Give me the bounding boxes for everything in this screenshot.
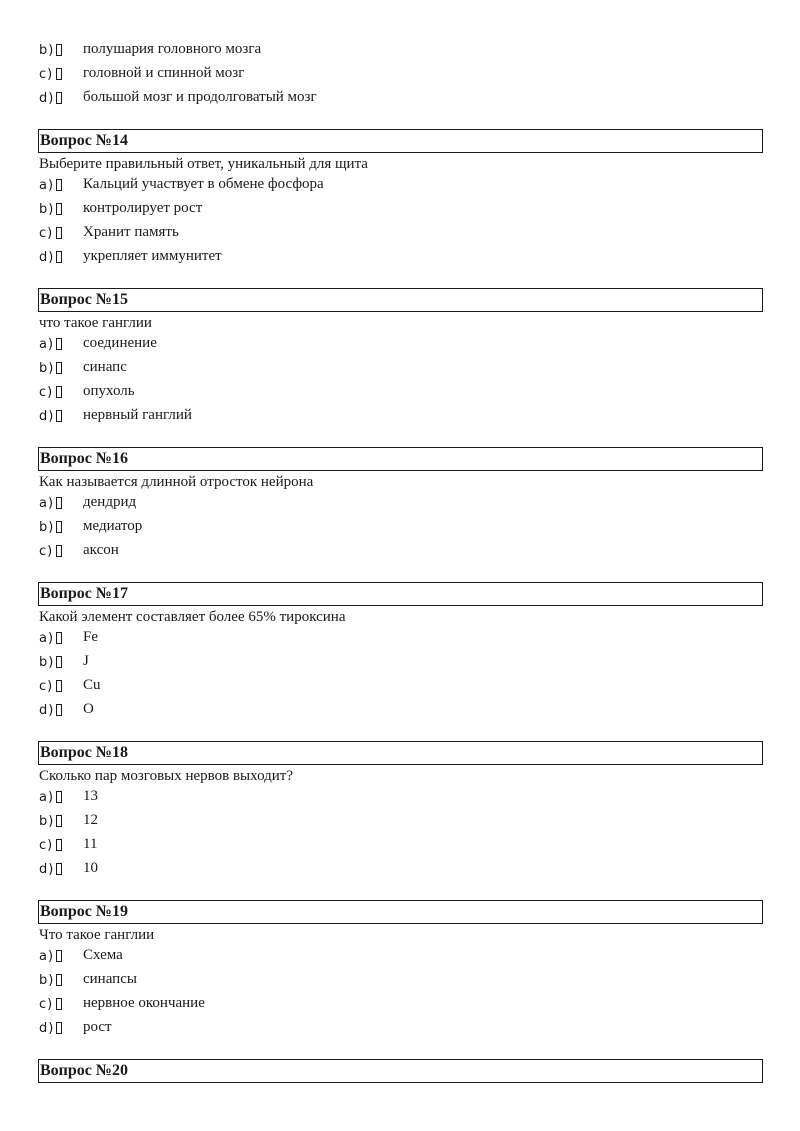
option-letter: b) bbox=[39, 973, 55, 988]
option-letter: c) bbox=[39, 385, 54, 400]
answer-option[interactable] bbox=[39, 199, 739, 219]
answer-option[interactable] bbox=[39, 676, 739, 696]
option-letter: d) bbox=[39, 862, 55, 877]
option-text: полушария головного мозга bbox=[83, 41, 262, 57]
option-letter: c) bbox=[39, 838, 54, 853]
option-letter: a) bbox=[39, 496, 55, 511]
checkbox-icon[interactable] bbox=[56, 203, 62, 215]
checkbox-icon[interactable] bbox=[56, 704, 62, 716]
option-letter: c) bbox=[39, 544, 54, 559]
option-letter: d) bbox=[39, 409, 55, 424]
option-text: контролирует рост bbox=[83, 200, 203, 216]
answer-option[interactable] bbox=[39, 541, 739, 561]
answer-option[interactable] bbox=[39, 835, 739, 855]
checkbox-icon[interactable] bbox=[56, 950, 62, 962]
answer-option[interactable] bbox=[39, 64, 739, 84]
question-text: Сколько пар мозговых нервов выходит? bbox=[39, 768, 294, 784]
answer-option[interactable] bbox=[39, 40, 739, 60]
option-text: укрепляет иммунитет bbox=[83, 248, 222, 264]
answer-option[interactable] bbox=[39, 700, 739, 720]
option-text: Кальций участвует в обмене фосфора bbox=[83, 176, 324, 192]
answer-option[interactable] bbox=[39, 652, 739, 672]
option-text: Хранит память bbox=[83, 224, 179, 240]
question-text: Какой элемент составляет более 65% тироксина bbox=[39, 609, 346, 625]
answer-option[interactable] bbox=[39, 88, 739, 108]
checkbox-icon[interactable] bbox=[56, 362, 62, 374]
checkbox-icon[interactable] bbox=[56, 680, 62, 692]
option-text: рост bbox=[83, 1019, 112, 1035]
checkbox-icon[interactable] bbox=[56, 791, 62, 803]
answer-option[interactable] bbox=[39, 811, 739, 831]
checkbox-icon[interactable] bbox=[56, 227, 62, 239]
answer-option[interactable] bbox=[39, 994, 739, 1014]
option-text: дендрид bbox=[83, 494, 137, 510]
option-letter: b) bbox=[39, 361, 55, 376]
option-letter: a) bbox=[39, 631, 55, 646]
checkbox-icon[interactable] bbox=[56, 338, 62, 350]
question-title: Вопрос №16 bbox=[38, 447, 763, 471]
answer-option[interactable] bbox=[39, 175, 739, 195]
checkbox-icon[interactable] bbox=[56, 656, 62, 668]
option-letter: a) bbox=[39, 337, 55, 352]
checkbox-icon[interactable] bbox=[56, 815, 62, 827]
option-letter: b) bbox=[39, 202, 55, 217]
option-text: медиатор bbox=[83, 518, 143, 534]
option-text: Cu bbox=[83, 677, 101, 693]
question-title: Вопрос №18 bbox=[38, 741, 763, 765]
checkbox-icon[interactable] bbox=[56, 410, 62, 422]
question-title: Вопрос №17 bbox=[38, 582, 763, 606]
checkbox-icon[interactable] bbox=[56, 974, 62, 986]
question-text: что такое ганглии bbox=[39, 315, 152, 331]
option-text: аксон bbox=[83, 542, 119, 558]
answer-option[interactable] bbox=[39, 358, 739, 378]
option-text: опухоль bbox=[83, 383, 135, 399]
option-letter: d) bbox=[39, 1021, 55, 1036]
option-letter: c) bbox=[39, 226, 54, 241]
option-text: соединение bbox=[83, 335, 157, 351]
answer-option[interactable] bbox=[39, 223, 739, 243]
option-letter: a) bbox=[39, 949, 55, 964]
checkbox-icon[interactable] bbox=[56, 632, 62, 644]
answer-option[interactable] bbox=[39, 517, 739, 537]
question-text: Как называется длинной отросток нейрона bbox=[39, 474, 314, 490]
checkbox-icon[interactable] bbox=[56, 545, 62, 557]
answer-option[interactable] bbox=[39, 406, 739, 426]
option-letter: b) bbox=[39, 520, 55, 535]
question-text: Выберите правильный ответ, уникальный для щита bbox=[39, 156, 368, 172]
question-title: Вопрос №15 bbox=[38, 288, 763, 312]
option-letter: c) bbox=[39, 679, 54, 694]
checkbox-icon[interactable] bbox=[56, 497, 62, 509]
answer-option[interactable] bbox=[39, 946, 739, 966]
option-text: J bbox=[83, 653, 89, 669]
question-text: Что такое ганглии bbox=[39, 927, 155, 943]
option-letter: b) bbox=[39, 43, 55, 58]
answer-option[interactable] bbox=[39, 382, 739, 402]
question-title: Вопрос №19 bbox=[38, 900, 763, 924]
answer-option[interactable] bbox=[39, 859, 739, 879]
checkbox-icon[interactable] bbox=[56, 1022, 62, 1034]
option-text: Fe bbox=[83, 629, 98, 645]
checkbox-icon[interactable] bbox=[56, 179, 62, 191]
option-letter: a) bbox=[39, 790, 55, 805]
checkbox-icon[interactable] bbox=[56, 44, 62, 56]
answer-option[interactable] bbox=[39, 787, 739, 807]
option-text: нервный ганглий bbox=[83, 407, 192, 423]
option-text: 13 bbox=[83, 788, 98, 804]
option-letter: b) bbox=[39, 655, 55, 670]
question-title: Вопрос №14 bbox=[38, 129, 763, 153]
answer-option[interactable] bbox=[39, 247, 739, 267]
answer-option[interactable] bbox=[39, 334, 739, 354]
checkbox-icon[interactable] bbox=[56, 863, 62, 875]
answer-option[interactable] bbox=[39, 970, 739, 990]
option-text: синапс bbox=[83, 359, 127, 375]
option-letter: a) bbox=[39, 178, 55, 193]
option-text: нервное окончание bbox=[83, 995, 205, 1011]
checkbox-icon[interactable] bbox=[56, 839, 62, 851]
checkbox-icon[interactable] bbox=[56, 386, 62, 398]
question-title: Вопрос №20 bbox=[38, 1059, 763, 1083]
checkbox-icon[interactable] bbox=[56, 251, 62, 263]
option-letter: b) bbox=[39, 814, 55, 829]
option-letter: d) bbox=[39, 703, 55, 718]
option-letter: d) bbox=[39, 250, 55, 265]
option-text: 12 bbox=[83, 812, 98, 828]
option-letter: c) bbox=[39, 997, 54, 1012]
checkbox-icon[interactable] bbox=[56, 521, 62, 533]
checkbox-icon[interactable] bbox=[56, 68, 62, 80]
option-letter: c) bbox=[39, 67, 54, 82]
option-text: Схема bbox=[83, 947, 123, 963]
option-text: синапсы bbox=[83, 971, 137, 987]
answer-option[interactable] bbox=[39, 493, 739, 513]
option-text: 11 bbox=[83, 836, 98, 852]
answer-option[interactable] bbox=[39, 628, 739, 648]
option-letter: d) bbox=[39, 91, 55, 106]
option-text: 10 bbox=[83, 860, 98, 876]
option-text: большой мозг и продолговатый мозг bbox=[83, 89, 317, 105]
checkbox-icon[interactable] bbox=[56, 92, 62, 104]
option-text: головной и спинной мозг bbox=[83, 65, 245, 81]
checkbox-icon[interactable] bbox=[56, 998, 62, 1010]
option-text: O bbox=[83, 701, 94, 717]
answer-option[interactable] bbox=[39, 1018, 739, 1038]
